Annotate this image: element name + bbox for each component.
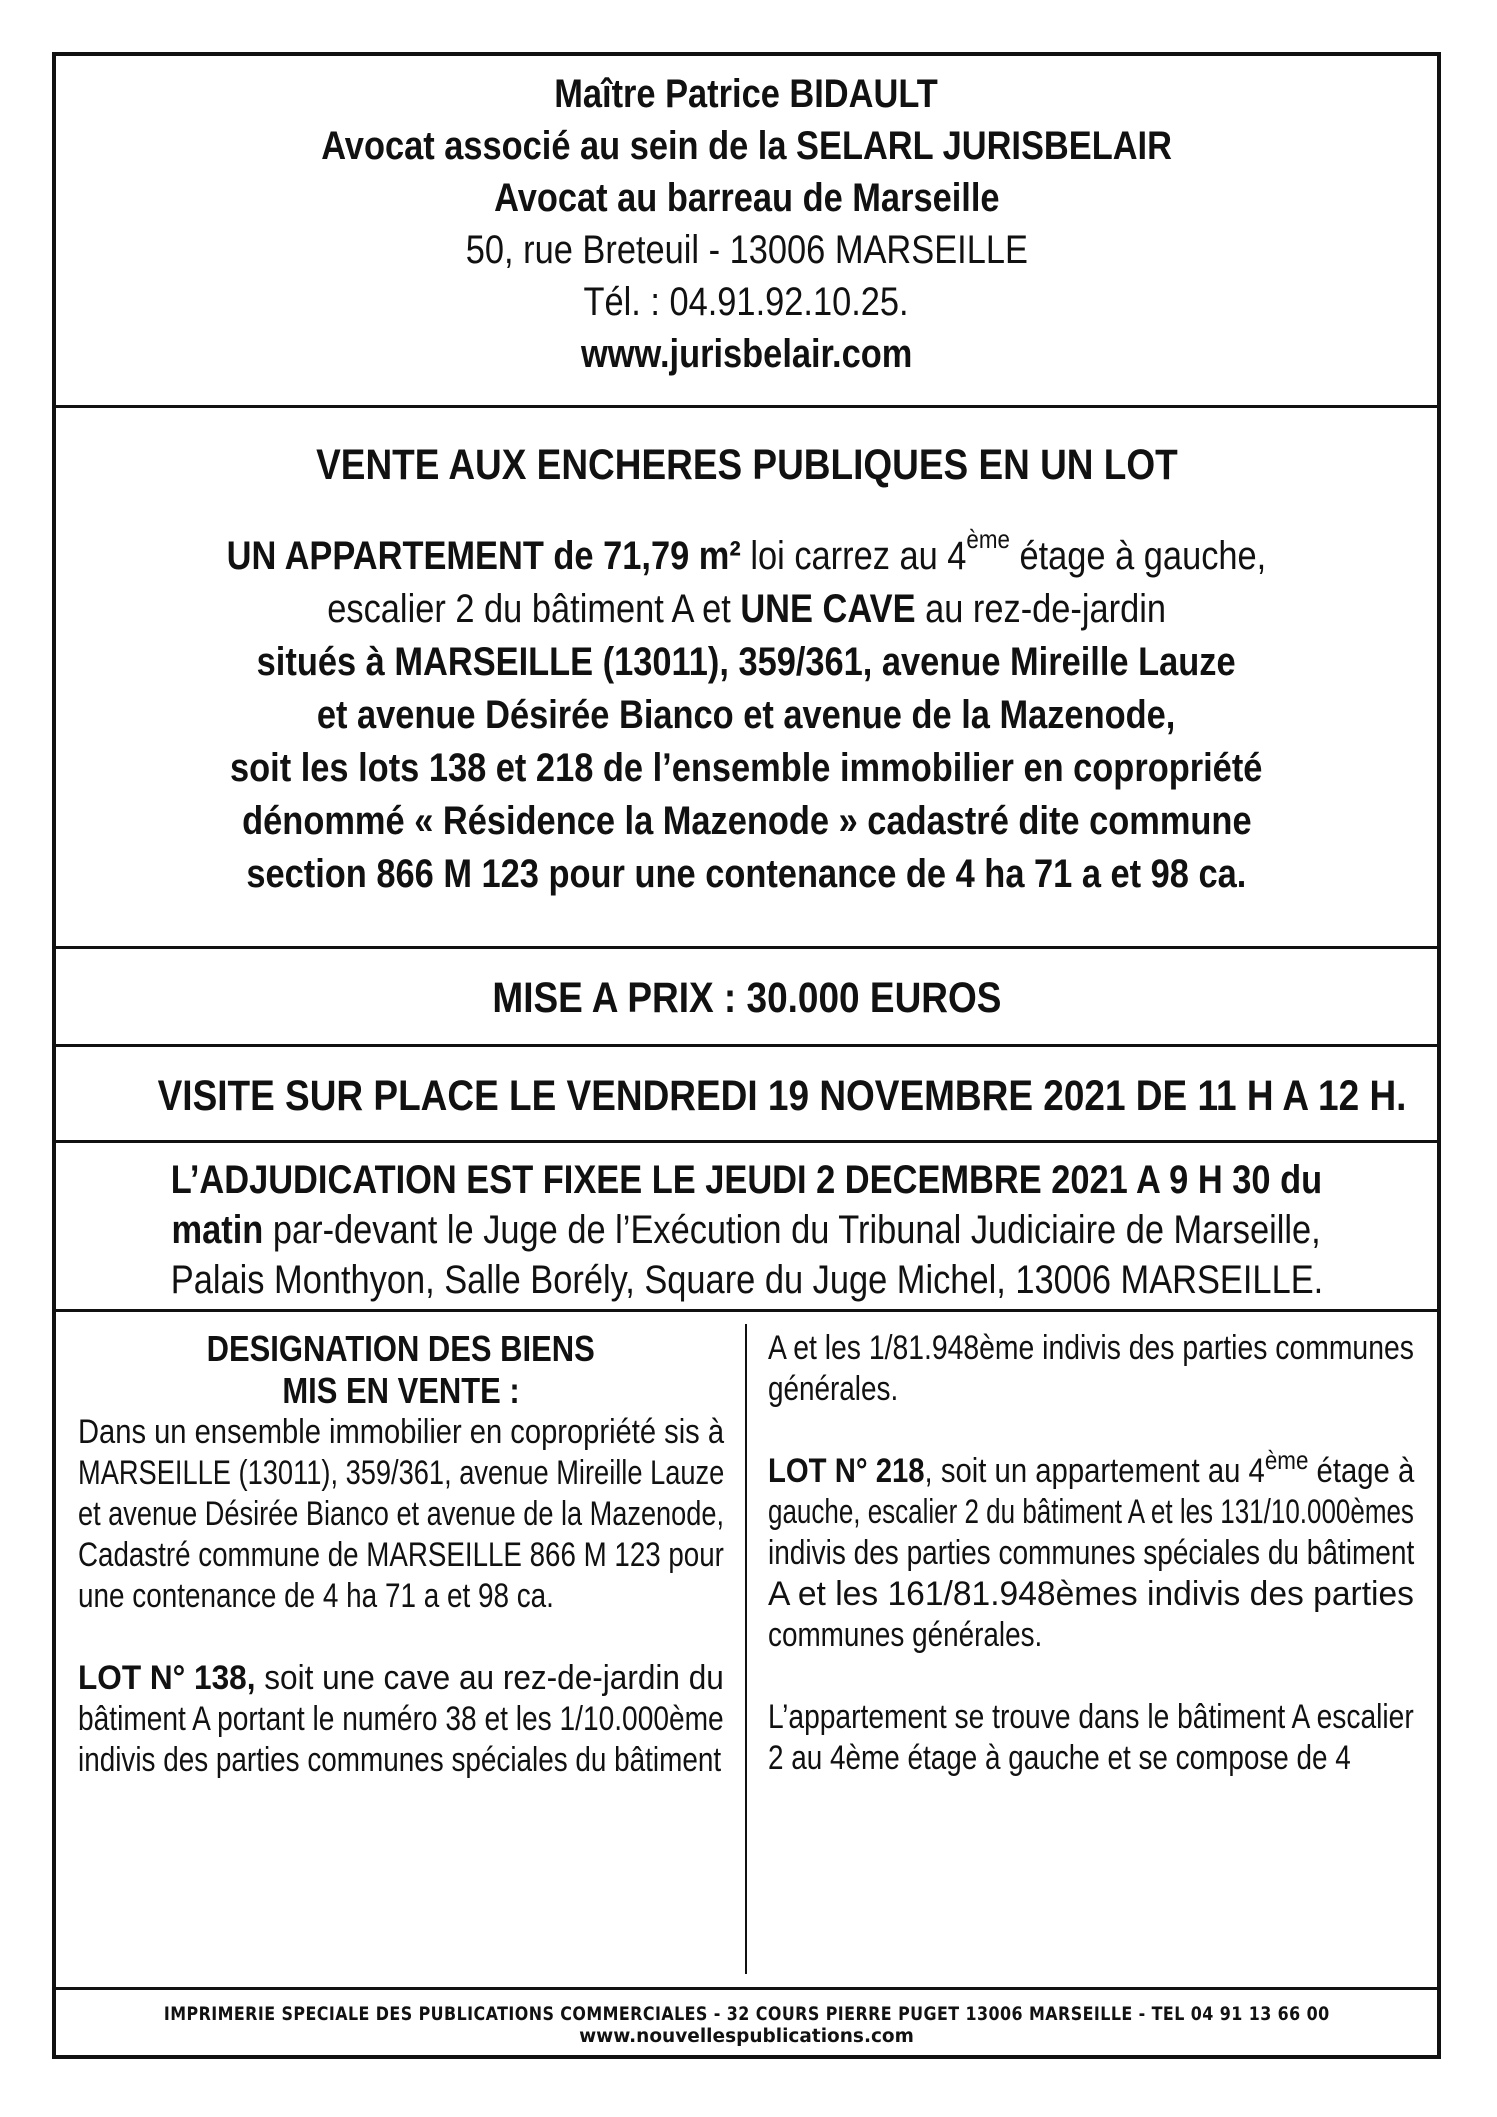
adjudication-line-3: Palais Monthyon, Salle Borély, Square du Juge Michel, 13006 MARSEILLE. (170, 1258, 1323, 1302)
visit-text: VISITE SUR PLACE LE VENDREDI 19 NOVEMBRE 2021 DE 11 H A 12 H. (157, 1072, 1407, 1120)
sale-description (56, 408, 1437, 949)
price-text: MISE A PRIX : 30.000 EUROS (492, 974, 1001, 1022)
adjudication-line-1: L’ADJUDICATION EST FIXEE LE JEUDI 2 DECEMBRE 2021 A 9 H 30 du (170, 1158, 1323, 1202)
printer-footer (56, 1990, 1437, 2059)
designation-title-1: DESIGNATION DES BIENS (206, 1328, 596, 1369)
sale-line-3: situés à MARSEILLE (13011), 359/361, avenue Mireille Lauze (257, 640, 1236, 684)
lawyer-name: Maître Patrice BIDAULT (554, 72, 939, 116)
designation-p1-line: Dans un ensemble immobilier en copropriété sis à (78, 1413, 725, 1451)
sale-line-4: et avenue Désirée Bianco et avenue de la Mazenode, (317, 693, 1176, 737)
starting-price (56, 949, 1437, 1047)
sale-line-5: soit les lots 138 et 218 de l’ensemble immobilier en copropriété (230, 746, 1263, 790)
lawyer-firm: Avocat associé au sein de la SELARL JURISBELAIR (321, 124, 1172, 168)
lawyer-address: 50, rue Breteuil - 13006 MARSEILLE (465, 228, 1028, 272)
lot-138-continuation: A et les 1/81.948ème indivis des parties communes (768, 1329, 1414, 1367)
sale-title: VENTE AUX ENCHERES PUBLIQUES EN UN LOT (315, 441, 1178, 489)
designation-p1-line: Cadastré commune de MARSEILLE 866 M 123 pour (78, 1536, 724, 1574)
designation-section (56, 1312, 1437, 1990)
designation-left-column (78, 1328, 724, 1781)
footer-printer: IMPRIMERIE SPECIALE DES PUBLICATIONS COMMERCIALES - 32 COURS PIERRE PUGET 13006 MARSEILLE - TEL 04 91 13 66 00 (163, 2004, 1330, 2025)
visit-info (56, 1047, 1437, 1143)
lot-218-line: communes générales. (768, 1616, 1043, 1654)
lot-218-line: gauche, escalier 2 du bâtiment A et les 131/10.000èmes (768, 1493, 1414, 1531)
lot-218-line: indivis des parties communes spéciales du bâtiment (768, 1534, 1415, 1572)
lawyer-website: www.jurisbelair.com (580, 332, 913, 376)
lot-138-line: LOT N° 138, soit une cave au rez-de-jardin du (78, 1659, 724, 1697)
apartment-line: 2 au 4ème étage à gauche et se compose de 4 (768, 1739, 1351, 1777)
lot-138-continuation: générales. (768, 1370, 899, 1408)
designation-p1-line: une contenance de 4 ha 71 a et 98 ca. (78, 1577, 554, 1615)
designation-title-2: MIS EN VENTE : (282, 1370, 520, 1411)
designation-right-column (768, 1328, 1414, 1779)
lot-218-line: LOT N° 218, soit un appartement au 4ème étage à (768, 1445, 1415, 1490)
sale-line-1: UN APPARTEMENT de 71,79 m² loi carrez au 4ème étage à gauche, (226, 524, 1267, 578)
sale-line-2: escalier 2 du bâtiment A et UNE CAVE au rez-de-jardin (327, 587, 1166, 631)
lot-218-line: A et les 161/81.948èmes indivis des parties (768, 1575, 1414, 1613)
sale-line-7: section 866 M 123 pour une contenance de 4 ha 71 a et 98 ca. (246, 852, 1247, 896)
apartment-line: L’appartement se trouve dans le bâtiment A escalier (768, 1698, 1414, 1736)
lawyer-phone: Tél. : 04.91.92.10.25. (583, 280, 910, 324)
adjudication-line-2: matin par-devant le Juge de l’Exécution du Tribunal Judiciaire de Marseille, (171, 1208, 1322, 1252)
designation-p1-line: et avenue Désirée Bianco et avenue de la Mazenode, (78, 1495, 724, 1533)
designation-p1-line: MARSEILLE (13011), 359/361, avenue Mireille Lauze (78, 1454, 725, 1492)
sale-line-6: dénommé « Résidence la Mazenode » cadastré dite commune (241, 799, 1252, 843)
lot-138-line: indivis des parties communes spéciales du bâtiment (78, 1741, 722, 1779)
column-divider (745, 1324, 747, 1974)
lawyer-bar: Avocat au barreau de Marseille (493, 176, 1000, 220)
footer-website: www.nouvellespublications.com (579, 2026, 914, 2047)
lawyer-header (56, 56, 1437, 408)
legal-notice-frame (52, 52, 1441, 2059)
adjudication-info (56, 1143, 1437, 1312)
lot-138-line: bâtiment A portant le numéro 38 et les 1/10.000ème (78, 1700, 724, 1738)
